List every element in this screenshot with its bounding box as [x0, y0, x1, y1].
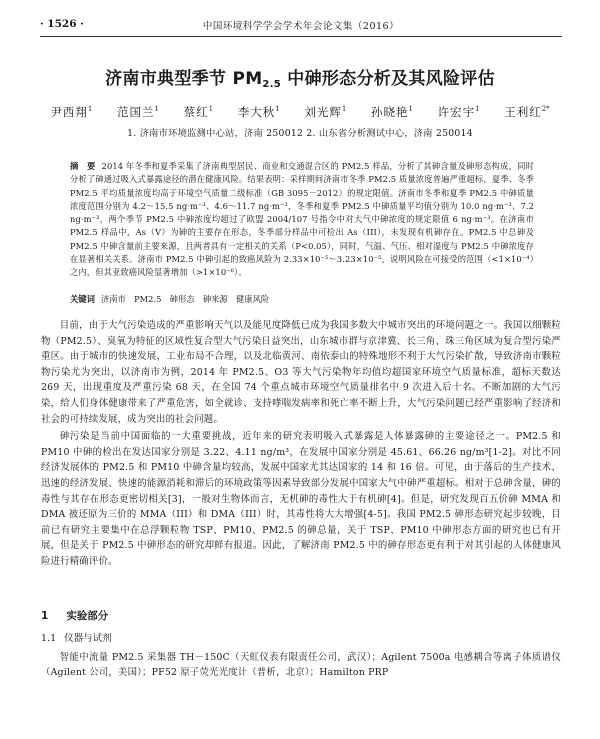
author: 尹西翔$^1$: [50, 105, 93, 119]
intro-paragraph: 目前，由于大气污染造成的严重影响天气以及能见度降低已成为我国多数大中城市突出的环境问题之一。我国以细颗粒物（PM2.5）、臭氧为特征的区域性复合型大气污染日益突出，山东城市群与京津冀、长三角、珠三角区域为复合型污染严重区。由于城市的快速发展，工业布局不合理，以及北临黄河、南依泰山的特殊地形不利于大气污染扩散，导致济南市颗粒物污染尤为突出，以济南市为例，2014 年 PM2.5、O3 等大气污染物年均值均超国家环境空气质量标准，超标天数达 269 天，出现重度及严重污染 68 天，在全国 74 个重点城市环境空气质量排名中 9 次进入后十名。不断加剧的大气污染，给人们身体健康带来了严重危害，如全就诊、支持哮喘发病率和死亡率不断上升，大气污染问题已经严重影响了经济和社会的可持续发展，成为突出的社会问题。: [41, 320, 561, 425]
author: 蔡红$^1$: [183, 105, 214, 119]
keywords-label: 关键词: [70, 294, 95, 304]
author: 刘光辉$^1$: [304, 105, 347, 119]
abstract-label: 摘 要: [70, 161, 96, 171]
running-header: [40, 18, 562, 34]
methods-text: [41, 650, 561, 681]
author: 孙晓艳$^1$: [370, 105, 413, 119]
subsection-heading: 1.1 仪器与试剂: [41, 633, 112, 644]
paper-title: 济南市典型季节 $PM_{2.5}$ 中砷形态分析及其风险评估: [105, 69, 495, 90]
keywords-text: 济南市 PM2.5 砷形态 砷来源 健康风险: [100, 294, 270, 304]
intro-paragraph: 砷污染是当前中国面临的一大重要挑战，近年来的研究表明吸入式暴露是人体暴露砷的主要途径之一。PM2.5 和 PM10 中砷的检出在发达国家分别是 3.22、4.11 ng/m³，在发展中国家分别是 45.61、66.26 ng/m³[1-2]。对比不同经济发展体的 PM2.5 和 PM10 中砷含量均较高，发展中国家尤其达国家的 14 和 16 倍。可见，由于落后的生产技术、迅速的经济发展、快速的能源消耗和滞后的环境政策等因素导致部分发展中国家大气中砷严重超标。相对于总砷含量，砷的毒性与其存在形态更密切相关[3]，一般对生物体而言，无机砷的毒性大于有机砷[4]。但是，研究发现百五价砷 MMA 和 DMA 被还原为三价的 MMA（III）和 DMA（III）时，其毒性将大大增强[4-5]。我国 PM2.5 砷形态研究起步较晚，目前已有研究主要集中在总浮颗粒物 TSP、PM10、PM2.5 的砷总量，关于 TSP、PM10 中砷形态方面的研究也已有开展，但是关于 PM2.5 中砷形态的研究却鲜有报道。因此，了解济南 PM2.5 中的砷存形态更有利于对其引起的人体健康风险进行精确评价。: [41, 431, 561, 567]
section-heading: 1 实验部分: [41, 610, 109, 622]
author: 范国兰$^1$: [116, 105, 159, 119]
introduction: [41, 318, 561, 572]
keywords: [70, 293, 534, 306]
affiliation: 1. 济南市环境监测中心站，济南 250012 2. 山东省分析测试中心，济南 250014: [127, 128, 473, 139]
journal-title: 中国环境科学学会学术年会论文集（2016）: [202, 21, 400, 32]
methods-paragraph: 智能中流量 PM2.5 采集器 TH－150C（天虹仪表有限责任公司，武汉）；Agilent 7500a 电感耦合等离子体质谱仪（Agilent 公司，美国）；PF52 原子荧光光度计（普析，北京）；Hamilton PRP: [41, 652, 561, 679]
author-list: [0, 104, 600, 120]
abstract-text: 2014 年冬季和夏季采集了济南典型居民、商业和交通混合区的 PM2.5 样品，分析了其砷含量及砷形态构成，同时分析了砷通过吸入式暴露途径的潜在健康风险。结果表明：采样期间济南市冬季 PM2.5 质量浓度普遍严重超标，夏季、冬季 PM2.5 平均质量浓度均高于环境空气质量二级标准（GB 3095－2012）的规定限值。济南市冬季和夏季 PM2.5 中砷质量浓度范围分别为 4.2～15.5 ng·m⁻³、4.6～11.7 ng·m⁻³，冬季和夏季 PM2.5 中砷质量平均值分别为 10.0 ng·m⁻³、7.2 ng·m⁻³，两个季节 PM2.5 中砷浓度均超过了欧盟 2004/107 号指令中对大气中砷浓度的规定限值 6 ng·m⁻³。在济南市 PM2.5 样品中，As（V）为砷的主要存在形态，冬季部分样品中可检出 As（III），未发现有机砷存在。PM2.5 中总砷及 PM2.5 中砷含量前主要来源，且两者具有一定相关的关系（P<0.05），同时，气温、气压、相对湿度与 PM2.5 中砷浓度存在显著相关关系。济南市 PM2.5 中砷引起的致癌风险为 2.33×10⁻⁵～3.23×10⁻⁵，说明风险在可接受的范围（<1×10⁻⁴）之内，但其亚致癌风险显著增加（>1×10⁻⁶）。: [70, 161, 534, 278]
author: 王利红$^{2*}$: [504, 105, 550, 119]
author: 李大秋$^1$: [237, 105, 280, 119]
abstract: [70, 160, 534, 280]
page-number: · 1526 ·: [40, 18, 84, 30]
author: 许宏宇$^1$: [437, 105, 480, 119]
header-rule: [40, 36, 562, 37]
